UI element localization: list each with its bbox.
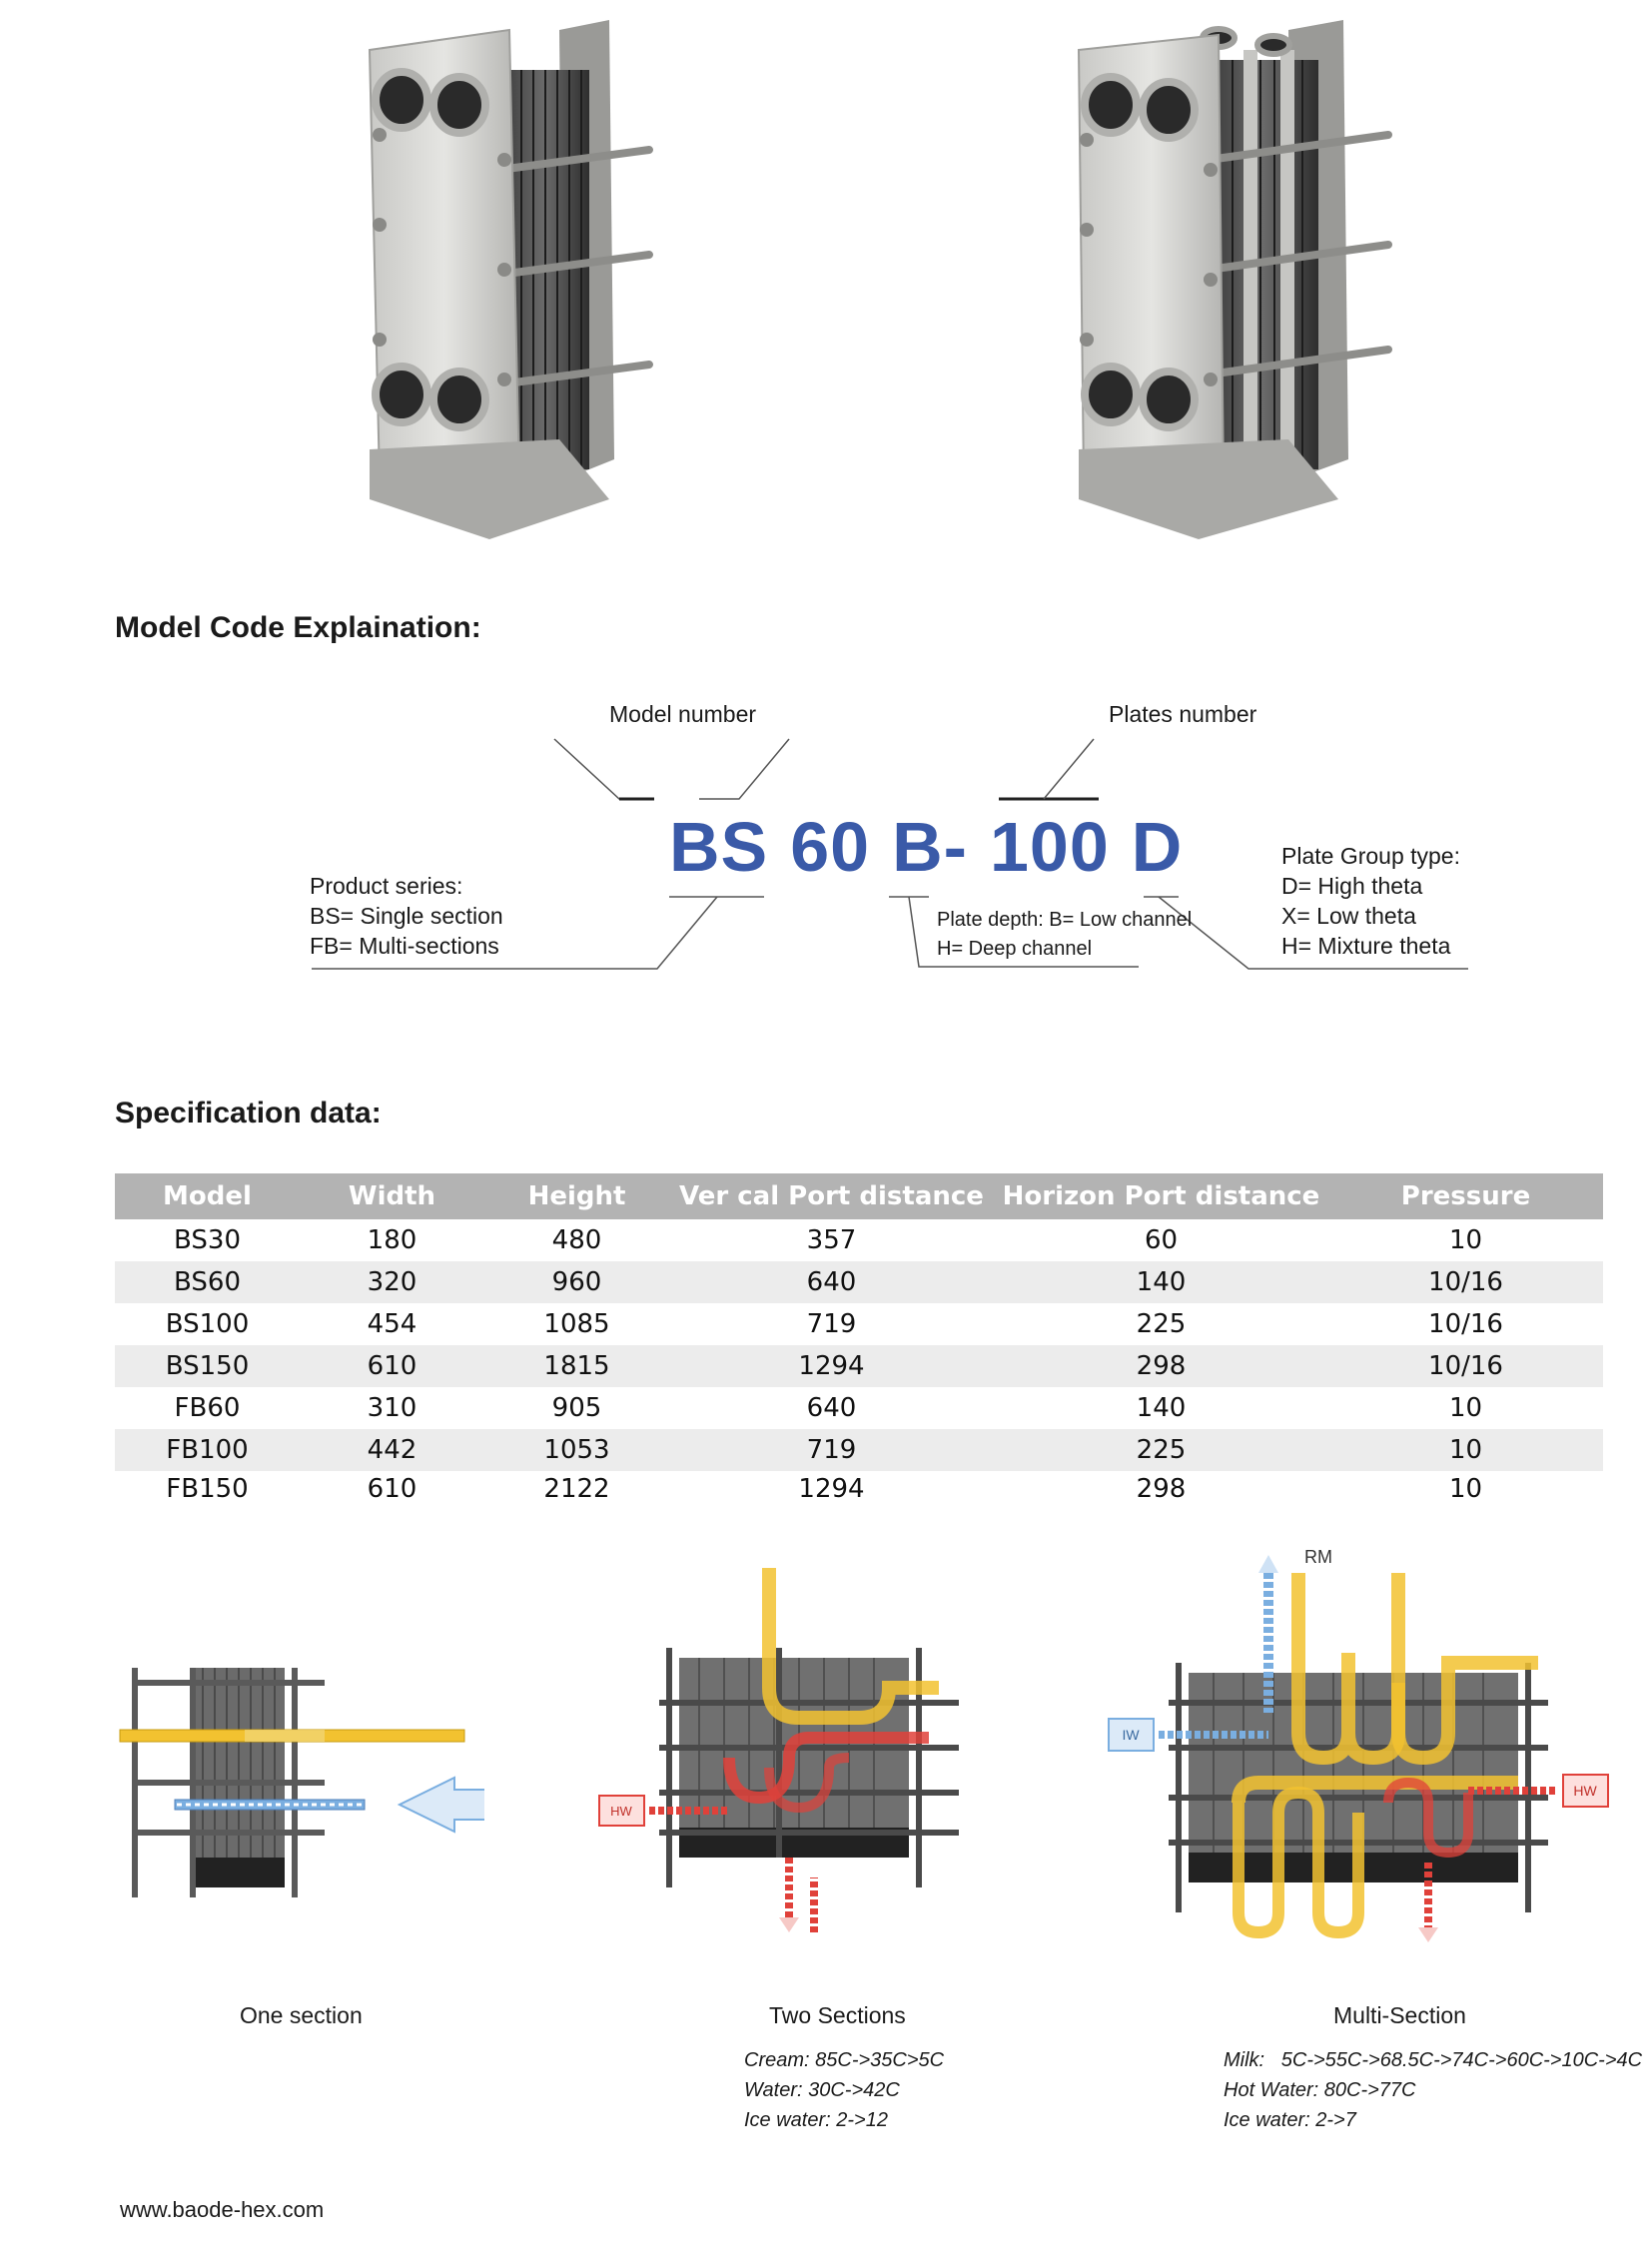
frame [135,1668,325,1897]
model-code-diagram [300,699,1498,1019]
table-cell: 719 [669,1429,994,1471]
table-cell: 357 [806,1225,857,1255]
table-cell: 298 [1136,1474,1187,1504]
code-part-group: D [1131,808,1184,886]
table-cell: 180 [367,1225,417,1255]
rm-tag: RM [1304,1547,1332,1567]
table-cell: 1294 [798,1474,865,1504]
table-row [115,1219,1603,1261]
table-cell: 480 [551,1225,602,1255]
table-cell: 10 [1448,1393,1483,1423]
iw-tag: IW [1122,1727,1140,1743]
table-header-row [115,1173,1603,1219]
table-cell: 320 [300,1261,484,1303]
table-cell: 1085 [543,1309,610,1339]
table-cell: 298 [994,1345,1328,1387]
two-sections-diagram [589,1558,989,1937]
footer-website-link[interactable]: www.baode-hex.com [120,2197,325,2222]
table-cell: FB150 [166,1474,249,1504]
table-cell: BS150 [115,1345,300,1387]
col-header-pressure: Pressure [1328,1173,1603,1219]
table-cell: 454 [367,1309,417,1339]
one-section-diagram [115,1558,484,1917]
code-part-series: BS [669,808,769,886]
table-cell: 10 [1328,1429,1603,1471]
table-row [115,1303,1603,1345]
code-part-depth: B- [892,808,968,886]
plates-number-label: Plates number [1109,701,1257,727]
col-header-width: Width [300,1173,484,1219]
model-code-title: Model Code Explaination: [115,611,481,644]
table-cell: BS60 [115,1261,300,1303]
table-cell: 610 [300,1345,484,1387]
heat-exchanger-product-image-multi [1059,10,1418,549]
spec-title: Specification data: [115,1097,382,1129]
table-cell: 140 [994,1261,1328,1303]
table-cell: 225 [994,1429,1328,1471]
product-series-legend: Product series: BS= Single section FB= Multi-sections [310,873,503,959]
model-number-label: Model number [609,701,757,727]
table-cell: 225 [1136,1309,1187,1339]
col-header-height: Height [484,1173,669,1219]
table-cell: 905 [551,1393,602,1423]
table-cell: 610 [367,1474,417,1504]
table-cell: 1053 [484,1429,669,1471]
hw-tag-multi: HW [1573,1783,1597,1799]
table-cell: 140 [1136,1393,1187,1423]
col-header-vertical-port: Ver⁡ cal Port distance [669,1173,994,1219]
table-row [115,1387,1603,1429]
table-cell: FB100 [115,1429,300,1471]
table-cell: 960 [484,1261,669,1303]
plate-depth-legend: Plate depth: B= Low channel H= Deep channel [937,909,1193,960]
table-cell: 10/16 [1328,1261,1603,1303]
table-cell: 640 [669,1261,994,1303]
table-cell: BS100 [165,1309,250,1339]
notes-two-sections: Cream: 85C->35C>5C Water: 30C->42C Ice water: 2->12 [744,2049,945,2131]
table-cell: 10 [1448,1474,1483,1504]
col-header-model: Model [115,1173,300,1219]
table-cell: 1815 [484,1345,669,1387]
table-cell: 310 [367,1393,417,1423]
col-header-horizon-port: Horizon Port distance [994,1173,1328,1219]
table-cell: 442 [300,1429,484,1471]
table-row [115,1261,1603,1303]
caption-two-sections: Two Sections [769,2002,906,2028]
table-cell: 1294 [669,1345,994,1387]
hw-tag: HW [610,1804,632,1819]
spec-table [115,1173,1603,1507]
caption-one-section: One section [240,2002,363,2028]
code-part-plates: 100 [990,808,1110,886]
table-cell: 10/16 [1328,1345,1603,1387]
table-cell: BS30 [174,1225,241,1255]
table-cell: 2122 [543,1474,610,1504]
notes-multi-section: Milk: 5C->55C->68.5C->74C->60C->10C->4C Hot Water: 80C->77C Ice water: 2->7 [1224,2049,1643,2131]
table-cell: FB60 [174,1393,241,1423]
table-cell: 10 [1448,1225,1483,1255]
multi-section-diagram [1099,1533,1618,1952]
model-code-string [669,807,1205,887]
table-cell: 719 [806,1309,857,1339]
table-cell: 60 [1144,1225,1179,1255]
heat-exchanger-product-image-frame [350,10,709,549]
table-row [115,1429,1603,1471]
table-row [115,1345,1603,1387]
plate-group-legend: Plate Group type: D= High theta X= Low theta H= Mixture theta [1281,843,1460,959]
caption-multi-section: Multi-Section [1333,2002,1466,2028]
table-cell: 10/16 [1428,1309,1503,1339]
code-part-model: 60 [790,808,871,886]
table-row [115,1471,1603,1507]
table-cell: 640 [806,1393,857,1423]
